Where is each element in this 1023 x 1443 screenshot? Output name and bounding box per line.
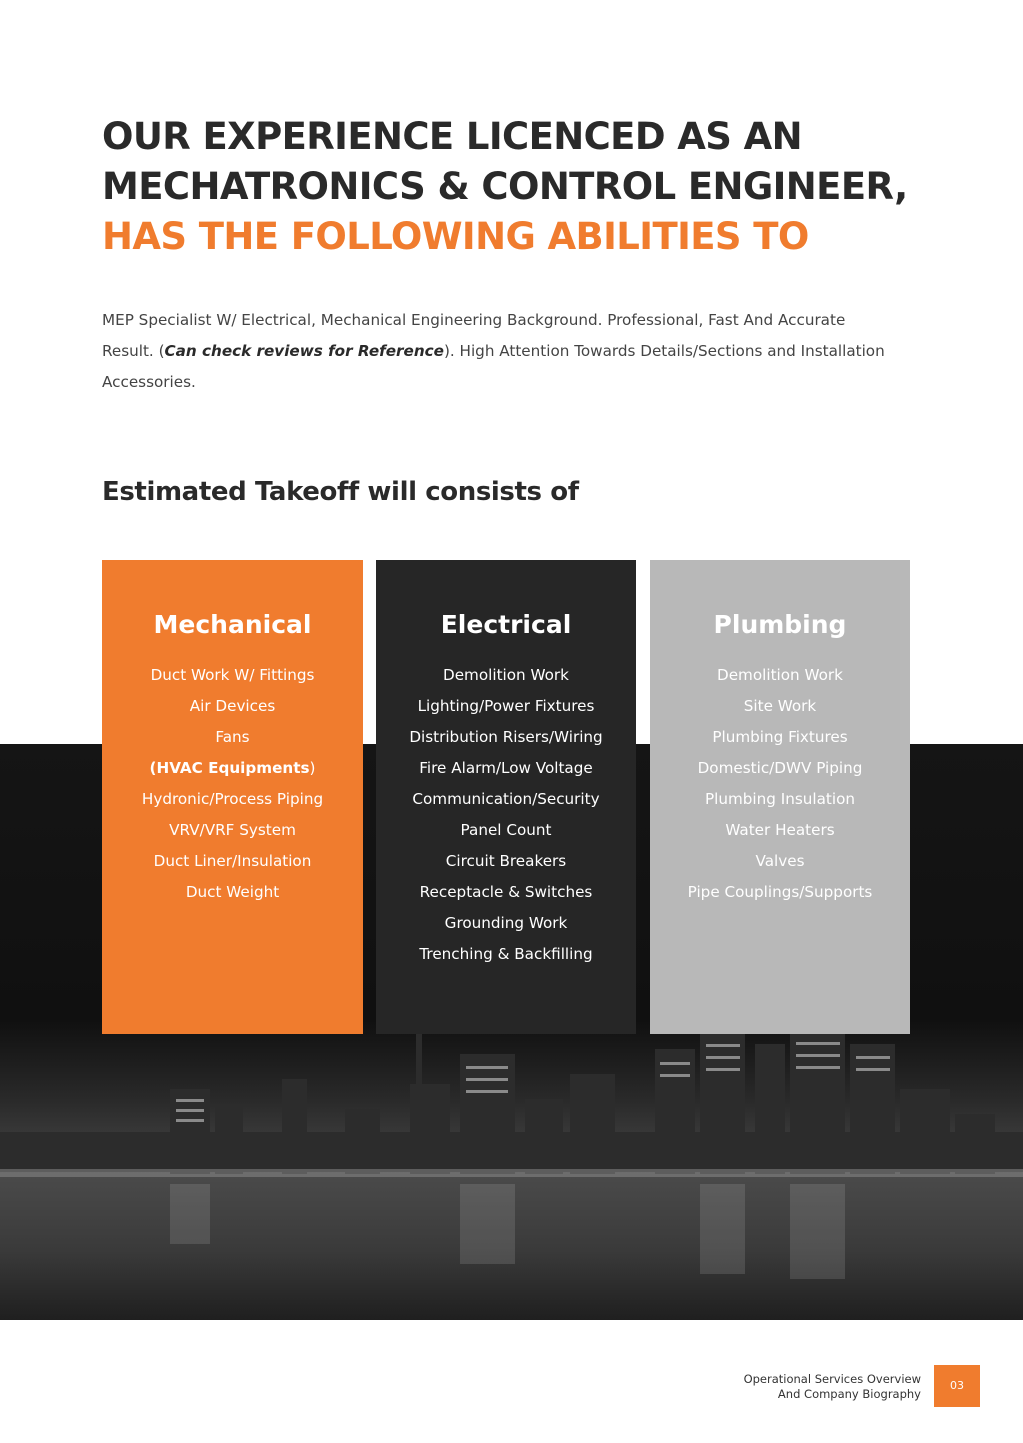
electrical-list [376,660,636,970]
list-item: Hydronic/Process Piping [141,790,324,808]
page-number: 03 [934,1365,980,1407]
list-item: Communication/Security [412,790,600,808]
list-item: Duct Liner/Insulation [153,852,312,870]
list-item: Valves [755,852,805,870]
footer-line-2: And Company Biography [777,1387,921,1401]
mechanical-card [102,560,363,1034]
list-item: Receptacle & Switches [419,883,593,901]
headline-line-2: MECHATRONICS & CONTROL ENGINEER, [102,165,908,208]
list-item: Air Devices [189,697,276,715]
list-item: Panel Count [460,821,552,839]
intro-paragraph [102,305,892,398]
takeoff-heading: Estimated Takeoff will consists of [102,477,579,507]
plumbing-title: Plumbing [713,610,847,639]
list-item: Demolition Work [443,666,569,684]
intro-text-end: ). High Attention Towards Details/Sections and Installation Accessories. [102,342,885,391]
list-item: Pipe Couplings/Supports [687,883,873,901]
list-item: VRV/VRF System [169,821,296,839]
mechanical-title: Mechanical [153,610,312,639]
hvac-close-paren: ) [309,759,316,777]
intro-text-start: MEP Specialist W/ Electrical, Mechanical Engineering Background. Professional, Fast And Accurate Result. ( [102,311,846,360]
list-item: Plumbing Insulation [704,790,855,808]
list-item: Duct Weight [185,883,280,901]
hvac-equipments-label: HVAC Equipments [156,759,310,777]
list-item [102,753,363,784]
headline-line-1: OUR EXPERIENCE LICENCED AS AN [102,115,802,158]
list-item: Duct Work W/ Fittings [150,666,315,684]
reference-note: Can check reviews for Reference [164,342,444,360]
footer-line-1: Operational Services Overview [743,1372,921,1386]
electrical-title: Electrical [440,610,572,639]
page-headline [102,112,982,262]
list-item: Grounding Work [444,914,568,932]
list-item: Lighting/Power Fixtures [417,697,595,715]
list-item: Plumbing Fixtures [712,728,848,746]
hvac-open-paren: ( [149,759,157,777]
list-item: Domestic/DWV Piping [697,759,863,777]
list-item: Site Work [743,697,817,715]
electrical-card [376,560,636,1034]
plumbing-card [650,560,910,1034]
list-item: Trenching & Backfilling [419,945,593,963]
list-item: Fire Alarm/Low Voltage [419,759,593,777]
footer-caption [744,1372,921,1402]
list-item: Water Heaters [725,821,835,839]
list-item: Fans [215,728,250,746]
headline-line-3: HAS THE FOLLOWING ABILITIES TO [102,215,809,258]
plumbing-list [650,660,910,908]
list-item: Demolition Work [717,666,843,684]
mechanical-list [102,660,363,908]
list-item: Circuit Breakers [445,852,567,870]
list-item: Distribution Risers/Wiring [409,728,603,746]
